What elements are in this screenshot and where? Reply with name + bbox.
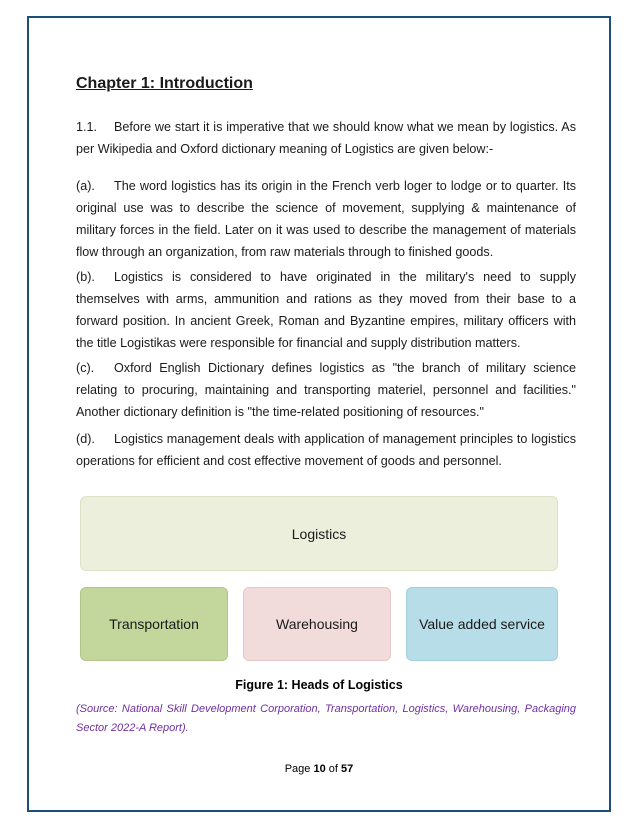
paragraph-number: (d). [76,432,95,446]
diagram-box-transportation: Transportation [80,587,228,661]
paragraph-text: Logistics is considered to have originated in the military's need to supply themselves with arms, ammunition and rations as they moved from their base to a forward position. In ancient Greek, Roman and Byzantine empires, military officers with the title Logistikas were responsible for financial and supply distribution matters. [76,270,576,350]
diagram-box-logistics: Logistics [80,496,558,571]
paragraph-c [76,357,576,423]
paragraph-text: Oxford English Dictionary defines logistics as "the branch of military science relating to procuring, maintaining and transporting materiel, personnel and facilities." Another dictionary definition is "the time-related positioning of resources." [76,361,576,419]
paragraph-b [76,266,576,354]
footer-of-label: of [328,763,338,775]
figure-caption: Figure 1: Heads of Logistics [235,678,403,692]
diagram-box-warehousing: Warehousing [243,587,391,661]
paragraph-number: 1.1. [76,120,98,134]
diagram-box-value-added-service: Value added service [406,587,558,661]
paragraph-text: Before we start it is imperative that we should know what we mean by logistics. As per Wikipedia and Oxford dictionary meaning of Logistics are given below:- [76,120,576,156]
page-footer [0,763,638,775]
paragraph-1-1 [76,116,576,160]
paragraph-d [76,428,576,472]
footer-total-pages: 57 [341,763,354,775]
logistics-diagram [80,496,558,661]
footer-page-number: 10 [313,763,326,775]
figure-source: (Source: National Skill Development Corporation, Transportation, Logistics, Warehousing, Packaging Sector 2022-A Report). [76,703,576,734]
paragraph-number: (c). [76,361,95,375]
paragraph-number: (a). [76,179,95,193]
paragraph-a [76,175,576,263]
paragraph-number: (b). [76,270,95,284]
paragraph-text: The word logistics has its origin in the French verb loger to lodge or to quarter. Its original use was to describe the science of movement, supplying & maintenance of military forces in the field. Later on it was used to describe the management of materials flow through an organization, from raw materials through to finished goods. [76,179,576,259]
paragraph-text: Logistics management deals with application of management principles to logistics operations for efficient and cost effective movement of goods and personnel. [76,432,576,468]
chapter-title: Chapter 1: Introduction [76,75,253,92]
footer-page-label: Page [284,763,311,775]
